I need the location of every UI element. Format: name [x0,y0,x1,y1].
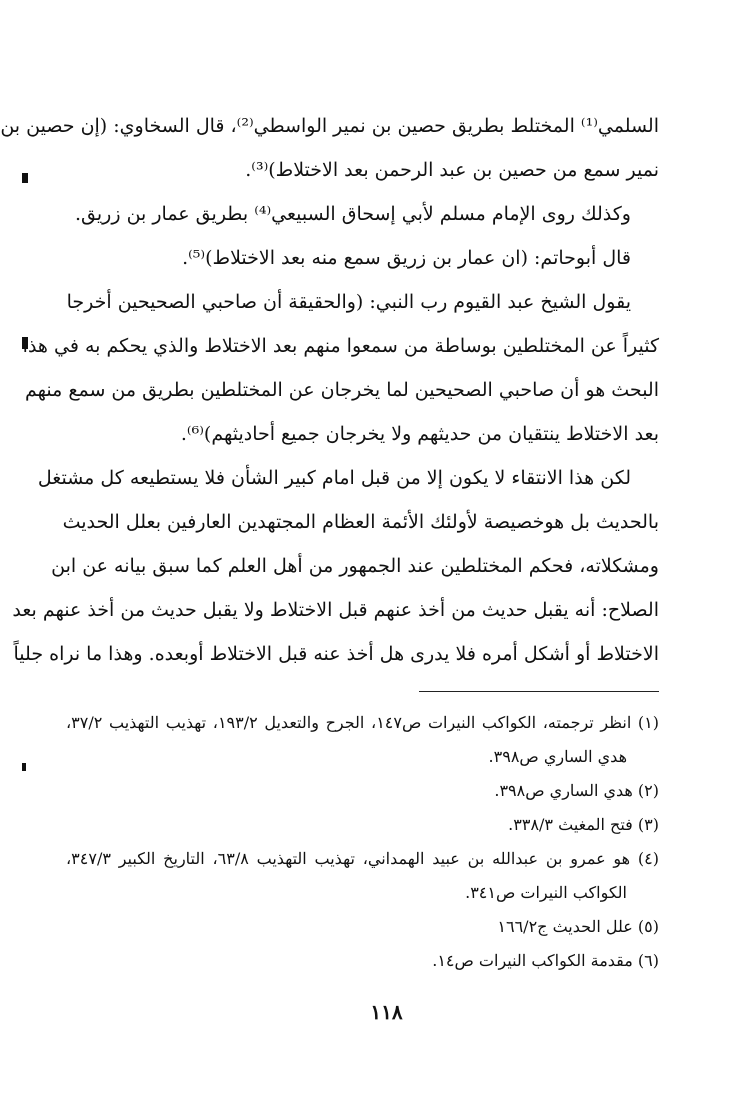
text-line: الاختلاط أو أشكل أمره فلا يدرى هل أخذ عنه قبل الاختلاط أوبعده. وهذا ما نراه جلياً [13,643,659,665]
footnote: (٢) هدي الساري ص٣٩٨. [494,781,659,800]
text-line: السلمي⁽¹⁾ المختلط بطريق حصين بن نمير الواسطي⁽²⁾، قال السخاوي: (إن حصين بن [0,115,659,137]
text-line: قال أبوحاتم: (ان عمار بن زريق سمع منه بعد الاختلاط)⁽⁵⁾. [182,247,631,269]
footnote: (٣) فتح المغيث ٣٣٨/٣. [508,815,659,834]
footnote-continuation: هدي الساري ص٣٩٨. [488,747,627,766]
footnotes [66,706,659,978]
text-line: كثيراً عن المختلطين بوساطة من سمعوا منهم بعد الاختلاط والذي يحكم به في هذا [22,335,659,357]
footnote-continuation: الكواكب النيرات ص٣٤١. [465,883,627,902]
footnote: (٦) مقدمة الكواكب النيرات ص١٤. [432,951,659,970]
text-line: يقول الشيخ عبد القيوم رب النبي: (والحقيقة أن صاحبي الصحيحين أخرجا [66,291,631,313]
text-line: ومشكلاته، فحكم المختلطين عند الجمهور من أهل العلم كما سبق بيانه عن ابن [51,555,659,577]
text-line: الصلاح: أنه يقبل حديث من أخذ عنهم قبل الاختلاط ولا يقبل حديث من أخذ عنهم بعد [12,599,659,621]
text-line: بعد الاختلاط ينتقيان من حديثهم ولا يخرجان جميع أحاديثهم)⁽⁶⁾. [180,423,659,445]
main-text [0,104,659,676]
text-line: نمير سمع من حصين بن عبد الرحمن بعد الاختلاط)⁽³⁾. [245,159,659,181]
text-line: وكذلك روى الإمام مسلم لأبي إسحاق السبيعي⁽⁴⁾ بطريق عمار بن زريق. [75,203,631,225]
footnote: (١) انظر ترجمته، الكواكب النيرات ص١٤٧، الجرح والتعديل ١٩٣/٢، تهذيب التهذيب ٣٧/٢، [66,713,659,732]
text-line: البحث هو أن صاحبي الصحيحين لما يخرجان عن المختلطين بطريق من سمع منهم [25,379,659,401]
scan-edge-mark [22,763,26,771]
text-line: بالحديث بل هوخصيصة لأولئك الأئمة العظام المجتهدين العارفين بعلل الحديث [62,511,659,533]
footnote: (٥) علل الحديث ج١٦٦/٢ [497,917,659,936]
footnote-separator [419,691,659,692]
footnote: (٤) هو عمرو بن عبدالله بن عبيد الهمداني، تهذيب التهذيب ٦٣/٨، التاريخ الكبير ٣٤٧/٣، [66,849,660,868]
scan-edge-mark [22,173,28,183]
page-number: ١١٨ [370,1000,403,1024]
text-line: لكن هذا الانتقاء لا يكون إلا من قبل امام كبير الشأن فلا يستطيعه كل مشتغل [37,467,631,489]
